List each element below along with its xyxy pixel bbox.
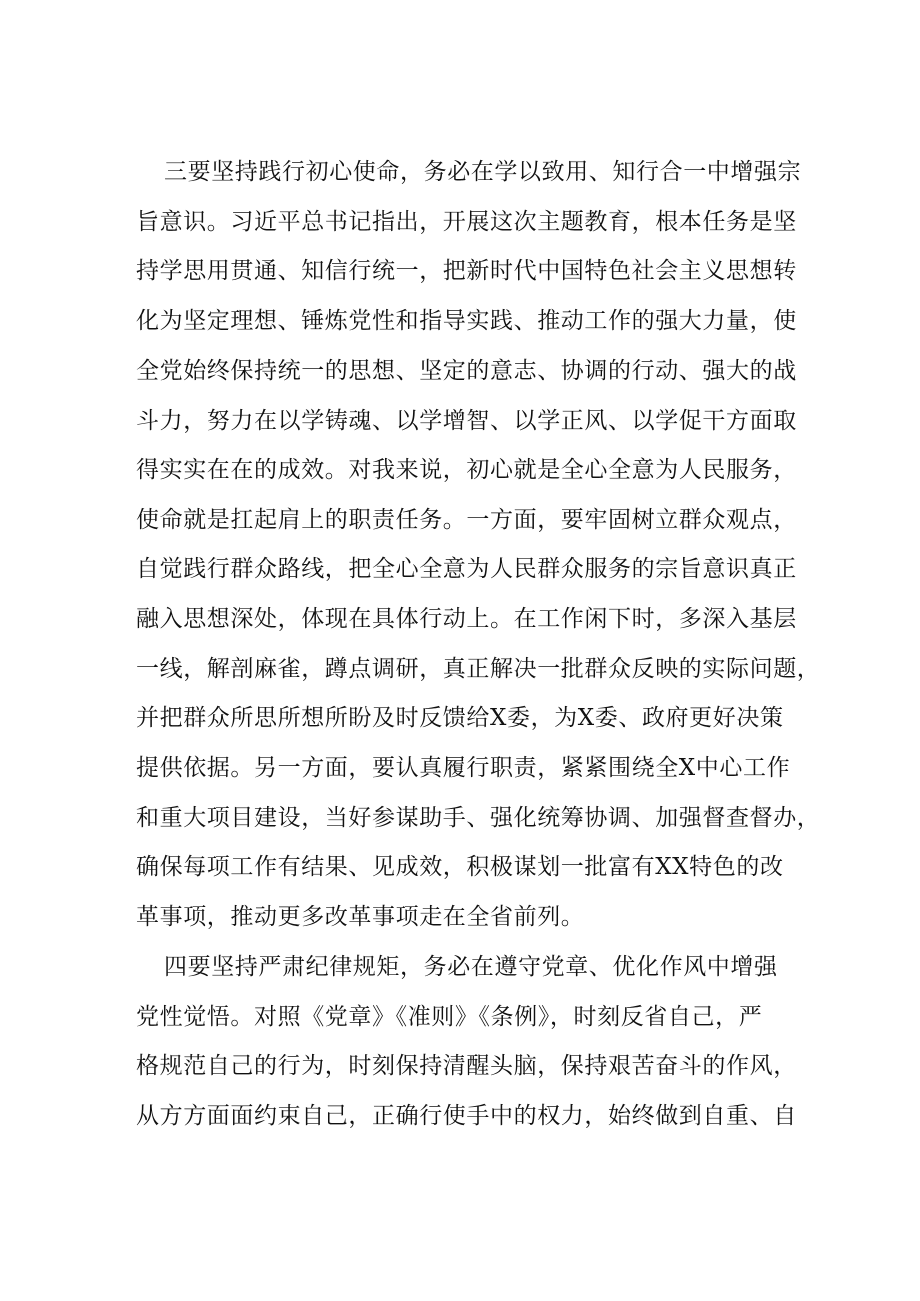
paragraph-line: 确保每项工作有结果、见成效，积极谋划一批富有XX特色的改 xyxy=(136,854,784,880)
paragraph-line: 格规范自己的行为，时刻保持清醒头脑，保持艰苦奋斗的作风， xyxy=(136,1053,797,1079)
paragraph-line: 四要坚持严肃纪律规矩，务必在遵守党章、优化作风中增强 xyxy=(164,954,778,980)
paragraph-line: 使命就是扛起肩上的职责任务。一方面，要牢固树立群众观点， xyxy=(136,507,797,533)
paragraph-line: 从方方面面约束自己，正确行使手中的权力，始终做到自重、自 xyxy=(136,1103,797,1129)
paragraph-line: 斗力，努力在以学铸魂、以学增智、以学正风、以学促干方面取 xyxy=(136,408,797,434)
paragraph-line: 全党始终保持统一的思想、坚定的意志、协调的行动、强大的战 xyxy=(136,358,797,384)
paragraph-line: 持学思用贯通、知信行统一，把新时代中国特色社会主义思想转 xyxy=(136,258,797,284)
paragraph-line: 融入思想深处，体现在具体行动上。在工作闲下时，多深入基层 xyxy=(136,606,797,632)
paragraph-line: 提供依据。另一方面，要认真履行职责，紧紧围绕全X中心工作 xyxy=(136,755,791,781)
paragraph-line: 革事项，推动更多改革事项走在全省前列。 xyxy=(136,904,585,930)
paragraph-line: 一线，解剖麻雀，蹲点调研，真正解决一批群众反映的实际问题， xyxy=(136,656,821,682)
paragraph-line: 党性觉悟。对照《党章》《准则》《条例》，时刻反省自己，严 xyxy=(136,1004,763,1030)
paragraph-line: 三要坚持践行初心使命，务必在学以致用、知行合一中增强宗 xyxy=(164,159,802,185)
paragraph-line: 并把群众所思所想所盼及时反馈给X委，为X委、政府更好决策 xyxy=(136,705,784,731)
paragraph-line: 和重大项目建设，当好参谋助手、强化统筹协调、加强督查督办， xyxy=(136,805,821,831)
paragraph-line: 旨意识。习近平总书记指出，开展这次主题教育，根本任务是坚 xyxy=(136,209,797,235)
paragraph-line: 化为坚定理想、锤炼党性和指导实践、推动工作的强大力量，使 xyxy=(136,308,797,334)
paragraph-line: 自觉践行群众路线，把全心全意为人民群众服务的宗旨意识真正 xyxy=(136,556,797,582)
paragraph-line: 得实实在在的成效。对我来说，初心就是全心全意为人民服务， xyxy=(136,457,797,483)
